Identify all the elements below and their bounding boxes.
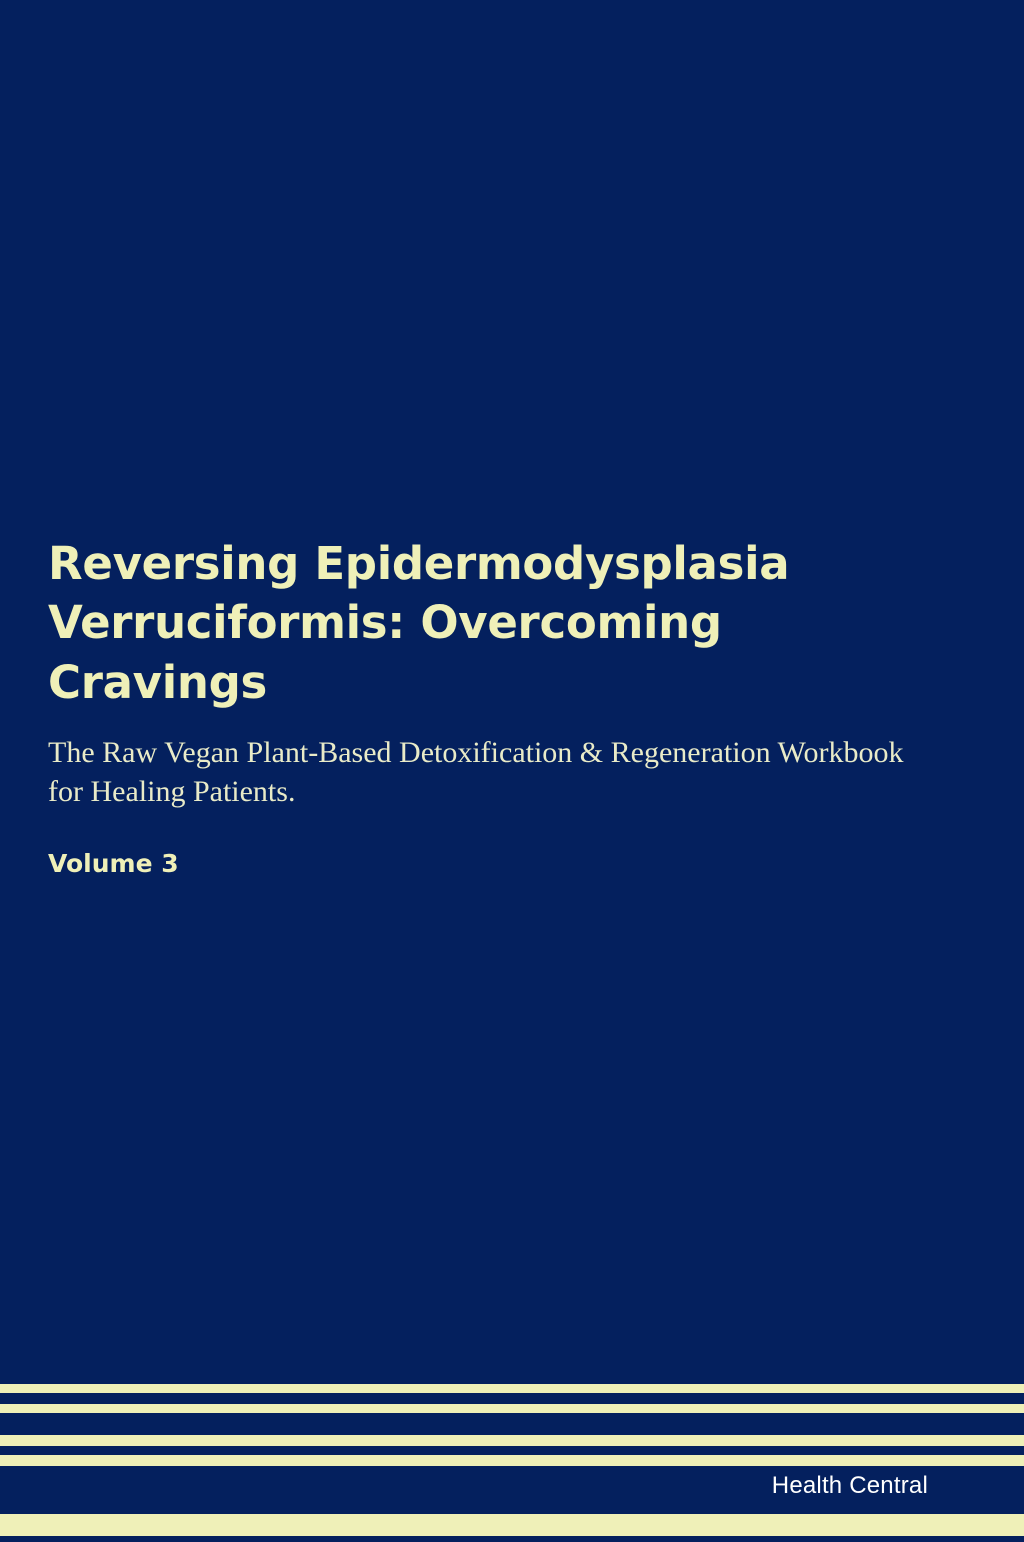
stripe-light-3 — [0, 1435, 1024, 1446]
stripe-light-2 — [0, 1404, 1024, 1413]
stripe-dark-2 — [0, 1413, 1024, 1435]
stripe-light-1 — [0, 1384, 1024, 1393]
stripe-light-5 — [0, 1514, 1024, 1536]
stripe-dark-1 — [0, 1393, 1024, 1404]
cover-subtitle: The Raw Vegan Plant-Based Detoxification & Regeneration Workbook for Healing Patients. — [48, 736, 904, 808]
publisher-name: Health Central — [771, 1472, 928, 1499]
page-title: Reversing Epidermodysplasia Verruciformis: Overcoming Cravings — [48, 537, 790, 709]
stripe-dark-5 — [0, 1536, 1024, 1542]
cover-text-block — [48, 534, 928, 878]
stripe-light-4 — [0, 1455, 1024, 1466]
volume-label: Volume 3 — [48, 848, 179, 878]
bottom-stripe-band — [0, 1384, 1024, 1542]
stripe-dark-3 — [0, 1446, 1024, 1455]
